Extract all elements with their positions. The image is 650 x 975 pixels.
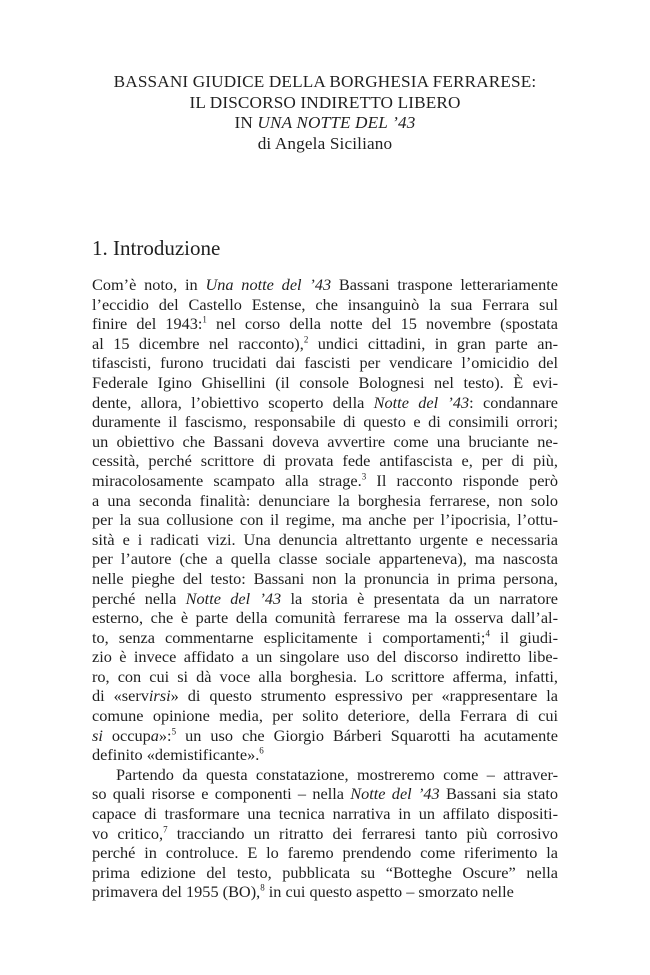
- italic-text: Notte del ’43: [350, 784, 440, 804]
- italic-text: Una notte del ’43: [205, 275, 332, 294]
- title-line-2: IL DISCORSO INDIRETTO LIBERO: [189, 92, 461, 112]
- text-run: a una seconda finalità: denunciare la borghesia ferrarese, non solo: [92, 490, 558, 510]
- section-heading: 1. Introduzione: [92, 236, 221, 260]
- footnote-marker: 1: [202, 314, 207, 325]
- body-line: [92, 314, 558, 334]
- body-line: [92, 353, 558, 373]
- text-run: dente, allora, l’obiettivo scoperto della: [92, 392, 374, 412]
- text-run: miracolosamente scampato alla strage.: [92, 470, 362, 490]
- text-run: sità e i radicati vizi. Una denuncia altrettanto urgente e necessaria: [92, 529, 558, 549]
- footnote-marker: 3: [361, 471, 367, 482]
- text-run: perché nella: [92, 588, 186, 608]
- title-line-3-italic: UNA NOTTE DEL ’43: [257, 113, 416, 132]
- author-byline: di Angela Siciliano: [257, 133, 393, 153]
- body-line: [92, 334, 558, 354]
- body-line: [92, 393, 558, 413]
- body-line: [92, 843, 558, 863]
- italic-text: Notte del ’43: [373, 392, 470, 412]
- text-run: l’eccidio del Castello Estense, che insanguinò la sua Ferrara sul: [92, 294, 558, 314]
- body-line: [92, 686, 558, 706]
- text-run: il giudi-: [489, 627, 558, 647]
- body-line: [92, 824, 558, 844]
- text-run: zio è invece affidato a un singolare uso del discorso indiretto libe-: [92, 647, 558, 667]
- text-run: tifascisti, furono trucidati dai fascisti per vendicare l’omicidio del: [92, 353, 558, 373]
- body-line: [92, 863, 558, 883]
- text-run: nel corso della notte del 15 novembre (spostata: [206, 314, 558, 334]
- text-run: Com’è noto, in: [92, 275, 206, 294]
- body-line: [92, 432, 558, 452]
- footnote-marker: 7: [163, 824, 168, 835]
- text-run: Il racconto risponde però: [366, 470, 558, 490]
- body-line: [92, 510, 558, 530]
- text-run: to, senza commentarne esplicitamente i comportamenti;: [92, 627, 486, 647]
- body-line: [92, 569, 558, 589]
- body-line: [92, 530, 558, 550]
- body-line: [92, 451, 558, 471]
- body-line: [92, 882, 558, 902]
- body-line: [92, 295, 558, 315]
- text-run: »:: [158, 725, 172, 745]
- text-run: Bassani sia stato: [439, 784, 558, 804]
- text-run: so quali risorse e componenti – nella: [92, 784, 351, 804]
- text-run: esterno, che è parte della comunità ferrarese ma la osserva dall’al-: [92, 608, 558, 628]
- text-run: prima edizione del testo, pubblicata su “Botteghe Oscure” nella: [92, 862, 558, 882]
- title-line-1: BASSANI GIUDICE DELLA BORGHESIA FERRARESE:: [113, 72, 537, 91]
- text-run: vo critico,: [92, 823, 164, 843]
- text-run: ro, con cui si dà voce alla borghesia. Lo scrittore afferma, infatti,: [92, 666, 558, 686]
- text-run: per la sua collusione con il regime, ma anche per l’ipocrisia, l’ottu-: [92, 510, 558, 530]
- text-run: di «serv: [92, 686, 149, 706]
- body-line: [92, 647, 558, 667]
- italic-text: si: [92, 725, 103, 745]
- text-run: un uso che Giorgio Bárberi Squarotti ha acutamente: [176, 725, 558, 745]
- text-run: cessità, perché scrittore di provata fede antifascista e, per di più,: [92, 451, 558, 471]
- text-run: : condannare: [469, 392, 558, 412]
- article-title-block: [92, 72, 558, 154]
- body-line: [92, 745, 558, 765]
- body-line: [92, 412, 558, 432]
- body-line: [92, 706, 558, 726]
- italic-text: irsi: [148, 686, 171, 706]
- body-line: [92, 726, 558, 746]
- text-run: occup: [102, 725, 151, 745]
- footnote-marker: 4: [485, 628, 490, 639]
- body-line: [92, 628, 558, 648]
- body-line: [92, 275, 558, 295]
- text-run: finire del 1943:: [92, 314, 203, 334]
- footnote-marker: 6: [259, 745, 264, 756]
- text-run: primavera del 1955 (BO),: [92, 882, 261, 902]
- body-line: [92, 608, 558, 628]
- text-run: Bassani traspone letterariamente: [331, 275, 558, 294]
- italic-text: a: [150, 725, 159, 745]
- text-run: definito «demistificante».: [92, 745, 260, 765]
- footnote-marker: 5: [171, 726, 177, 737]
- text-run: nelle pieghe del testo: Bassani non la pronuncia in prima persona,: [92, 568, 558, 588]
- body-line: [92, 765, 558, 785]
- footnote-marker: 8: [260, 882, 265, 893]
- body-text: [92, 275, 558, 902]
- title-line-3-prefix: IN: [234, 113, 258, 132]
- footnote-marker: 2: [303, 334, 309, 345]
- text-run: Partendo da questa constatazione, mostreremo come – attraver-: [116, 764, 558, 784]
- text-run: un obiettivo che Bassani doveva avvertire come una bruciante ne-: [92, 431, 558, 451]
- text-run: perché in controluce. E lo faremo prendendo come riferimento la: [92, 843, 558, 863]
- text-run: in cui questo aspetto – smorzato nelle: [264, 882, 514, 902]
- text-run: la storia è presentata da un narratore: [281, 588, 558, 608]
- body-line: [92, 667, 558, 687]
- text-run: duramente il fascismo, responsabile di questo e di consimili orrori;: [92, 412, 558, 432]
- text-run: al 15 dicembre nel racconto),: [92, 333, 304, 353]
- body-line: [92, 491, 558, 511]
- body-line: [92, 804, 558, 824]
- body-line: [92, 589, 558, 609]
- body-line: [92, 549, 558, 569]
- text-run: comune opinione media, per solito deteriore, della Ferrara di cui: [92, 706, 558, 726]
- text-run: » di questo strumento espressivo per «rappresentare la: [170, 686, 558, 706]
- text-run: tracciando un ritratto dei ferraresi tanto più corrosivo: [167, 823, 558, 843]
- body-line: [92, 471, 558, 491]
- text-run: per l’autore (che a quella classe sociale apparteneva), ma nascosta: [92, 549, 558, 569]
- text-run: capace di trasformare una tecnica narrativa in un affilato dispositi-: [92, 804, 558, 824]
- text-run: Federale Igino Ghisellini (il console Bolognesi nel testo). È evi-: [92, 372, 558, 392]
- body-line: [92, 373, 558, 393]
- text-run: undici cittadini, in gran parte an-: [308, 333, 558, 353]
- body-line: [92, 784, 558, 804]
- title-line-3: [92, 113, 558, 134]
- italic-text: Notte del ’43: [185, 588, 282, 608]
